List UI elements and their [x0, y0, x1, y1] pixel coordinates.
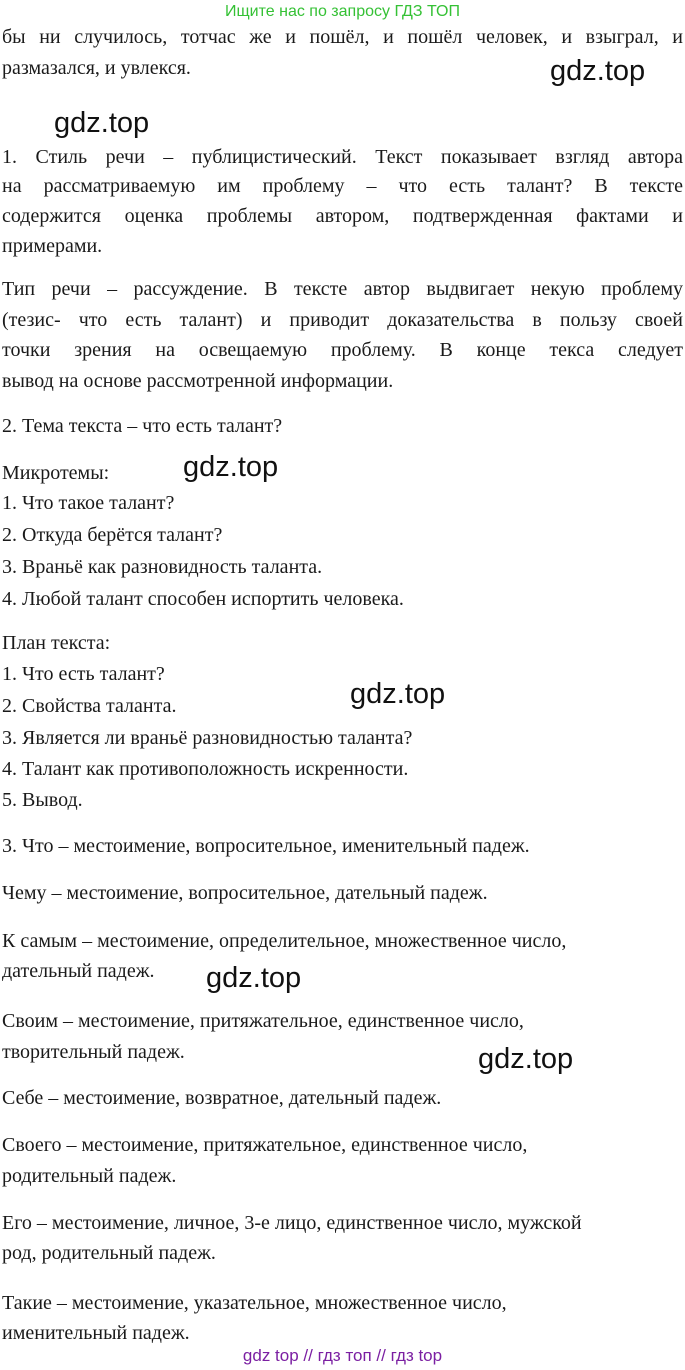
- text-line: 2. Свойства таланта.: [2, 695, 177, 717]
- text-line: 5. Вывод.: [2, 789, 83, 811]
- text-line: родительный падеж.: [2, 1165, 177, 1187]
- text-line: бы ни случилось, тотчас же и пошёл, и пошёл человек, и взыграл, и: [2, 26, 683, 48]
- watermark: gdz.top: [478, 1043, 574, 1075]
- text-line: именительный падеж.: [2, 1322, 190, 1344]
- text-line: на рассматриваемую им проблему – что есть талант? В тексте: [2, 175, 683, 197]
- text-line: Своего – местоимение, притяжательное, единственное число,: [2, 1134, 528, 1156]
- text-line: точки зрения на освещаемую проблему. В конце текса следует: [2, 339, 683, 361]
- text-line: 2. Откуда берётся талант?: [2, 524, 223, 546]
- text-line: План текста:: [2, 632, 111, 654]
- text-line: 1. Стиль речи – публицистический. Текст показывает взгляд автора: [2, 146, 683, 168]
- text-line: примерами.: [2, 235, 103, 257]
- text-line: 4. Любой талант способен испортить человека.: [2, 588, 404, 610]
- text-line: 4. Талант как противоположность искренности.: [2, 758, 409, 780]
- text-line: (тезис- что есть талант) и приводит доказательства в пользу своей: [2, 309, 683, 331]
- text-line: Своим – местоимение, притяжательное, единственное число,: [2, 1010, 524, 1032]
- footer-banner: gdz top // гдз топ // гдз top: [242, 1346, 443, 1365]
- watermark: gdz.top: [550, 55, 646, 87]
- text-line: Себе – местоимение, возвратное, дательный падеж.: [2, 1087, 442, 1109]
- text-line: 3. Что – местоимение, вопросительное, именительный падеж.: [2, 835, 530, 857]
- text-line: Микротемы:: [2, 462, 110, 484]
- text-line: размазался, и увлекся.: [2, 57, 191, 79]
- text-line: Его – местоимение, личное, 3-е лицо, единственное число, мужской: [2, 1212, 582, 1234]
- text-line: Тип речи – рассуждение. В тексте автор выдвигает некую проблему: [2, 278, 683, 300]
- text-line: род, родительный падеж.: [2, 1242, 216, 1264]
- text-line: 1. Что есть талант?: [2, 663, 165, 685]
- text-line: творительный падеж.: [2, 1041, 185, 1063]
- watermark: gdz.top: [206, 962, 302, 994]
- text-line: Такие – местоимение, указательное, множественное число,: [2, 1292, 507, 1314]
- text-line: К самым – местоимение, определительное, множественное число,: [2, 930, 567, 952]
- text-line: Чему – местоимение, вопросительное, дательный падеж.: [2, 882, 488, 904]
- text-line: вывод на основе рассмотренной информации.: [2, 370, 394, 392]
- text-line: дательный падеж.: [2, 960, 155, 982]
- watermark: gdz.top: [350, 678, 446, 710]
- watermark: gdz.top: [54, 107, 150, 139]
- text-line: содержится оценка проблемы автором, подтвержденная фактами и: [2, 205, 683, 227]
- text-line: 3. Является ли враньё разновидностью таланта?: [2, 727, 413, 749]
- header-banner: Ищите нас по запросу ГДЗ ТОП: [225, 3, 460, 20]
- text-line: 3. Враньё как разновидность таланта.: [2, 556, 323, 578]
- text-line: 1. Что такое талант?: [2, 492, 175, 514]
- watermark: gdz.top: [183, 451, 279, 483]
- text-line: 2. Тема текста – что есть талант?: [2, 415, 283, 437]
